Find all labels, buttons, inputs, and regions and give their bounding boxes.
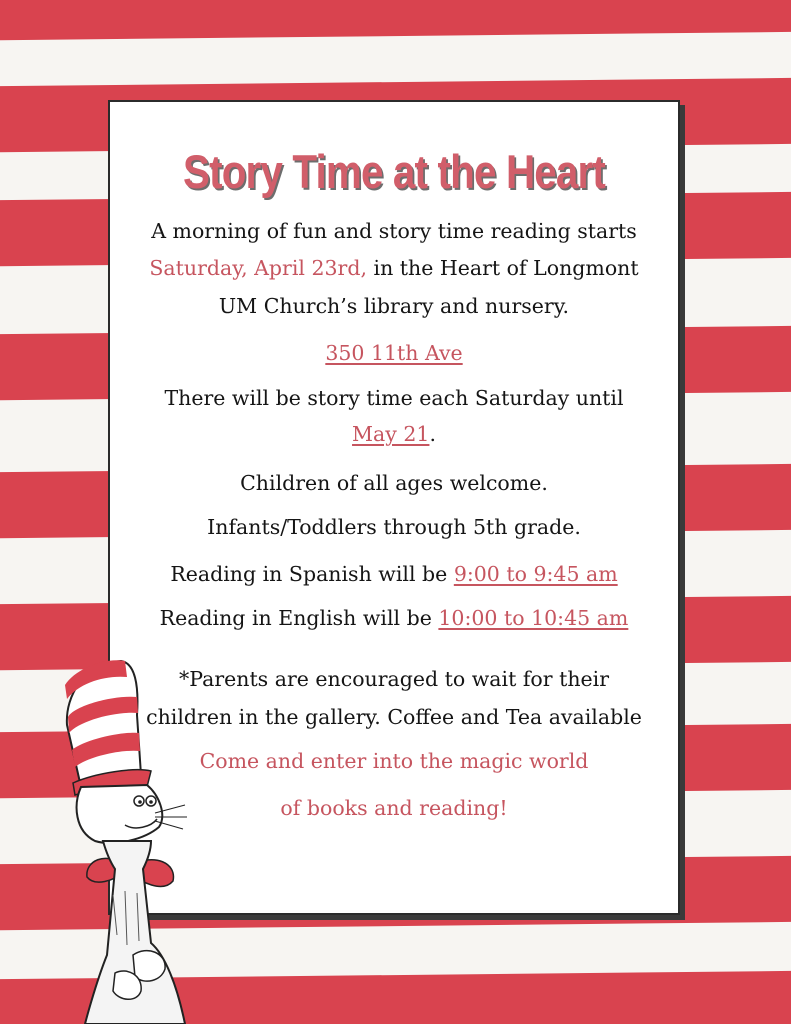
grades-line: Infants/Toddlers through 5th grade. <box>207 515 581 539</box>
address-link[interactable]: 350 11th Ave <box>325 341 463 365</box>
parents-note-line1: *Parents are encouraged to wait for their <box>178 667 610 691</box>
start-date: Saturday, April 23rd, <box>149 256 367 280</box>
start-date-line <box>110 248 678 288</box>
parents-note-line2: children in the gallery. Coffee and Tea available <box>146 705 642 729</box>
closing-line1: Come and enter into the magic world <box>199 749 589 773</box>
flyer-title: Story Time at the Heart <box>183 145 605 198</box>
english-reading-line <box>110 600 678 636</box>
spanish-reading-line <box>110 556 678 592</box>
end-date[interactable]: May 21 <box>352 422 430 446</box>
english-label: Reading in English will be <box>159 606 432 630</box>
location-text: in the Heart of Longmont <box>373 256 639 280</box>
spanish-time[interactable]: 9:00 to 9:45 am <box>453 562 618 586</box>
ages-line: Children of all ages welcome. <box>240 471 548 495</box>
closing-line2: of books and reading! <box>280 796 508 820</box>
end-date-line <box>110 416 678 452</box>
schedule-line: There will be story time each Saturday until <box>164 386 624 410</box>
spanish-label: Reading in Spanish will be <box>170 562 448 586</box>
intro-line: A morning of fun and story time reading starts <box>151 219 637 243</box>
cat-in-the-hat-icon <box>55 655 215 1024</box>
end-period: . <box>429 422 436 446</box>
venue-line: UM Church’s library and nursery. <box>218 294 570 318</box>
english-time[interactable]: 10:00 to 10:45 am <box>438 606 629 630</box>
